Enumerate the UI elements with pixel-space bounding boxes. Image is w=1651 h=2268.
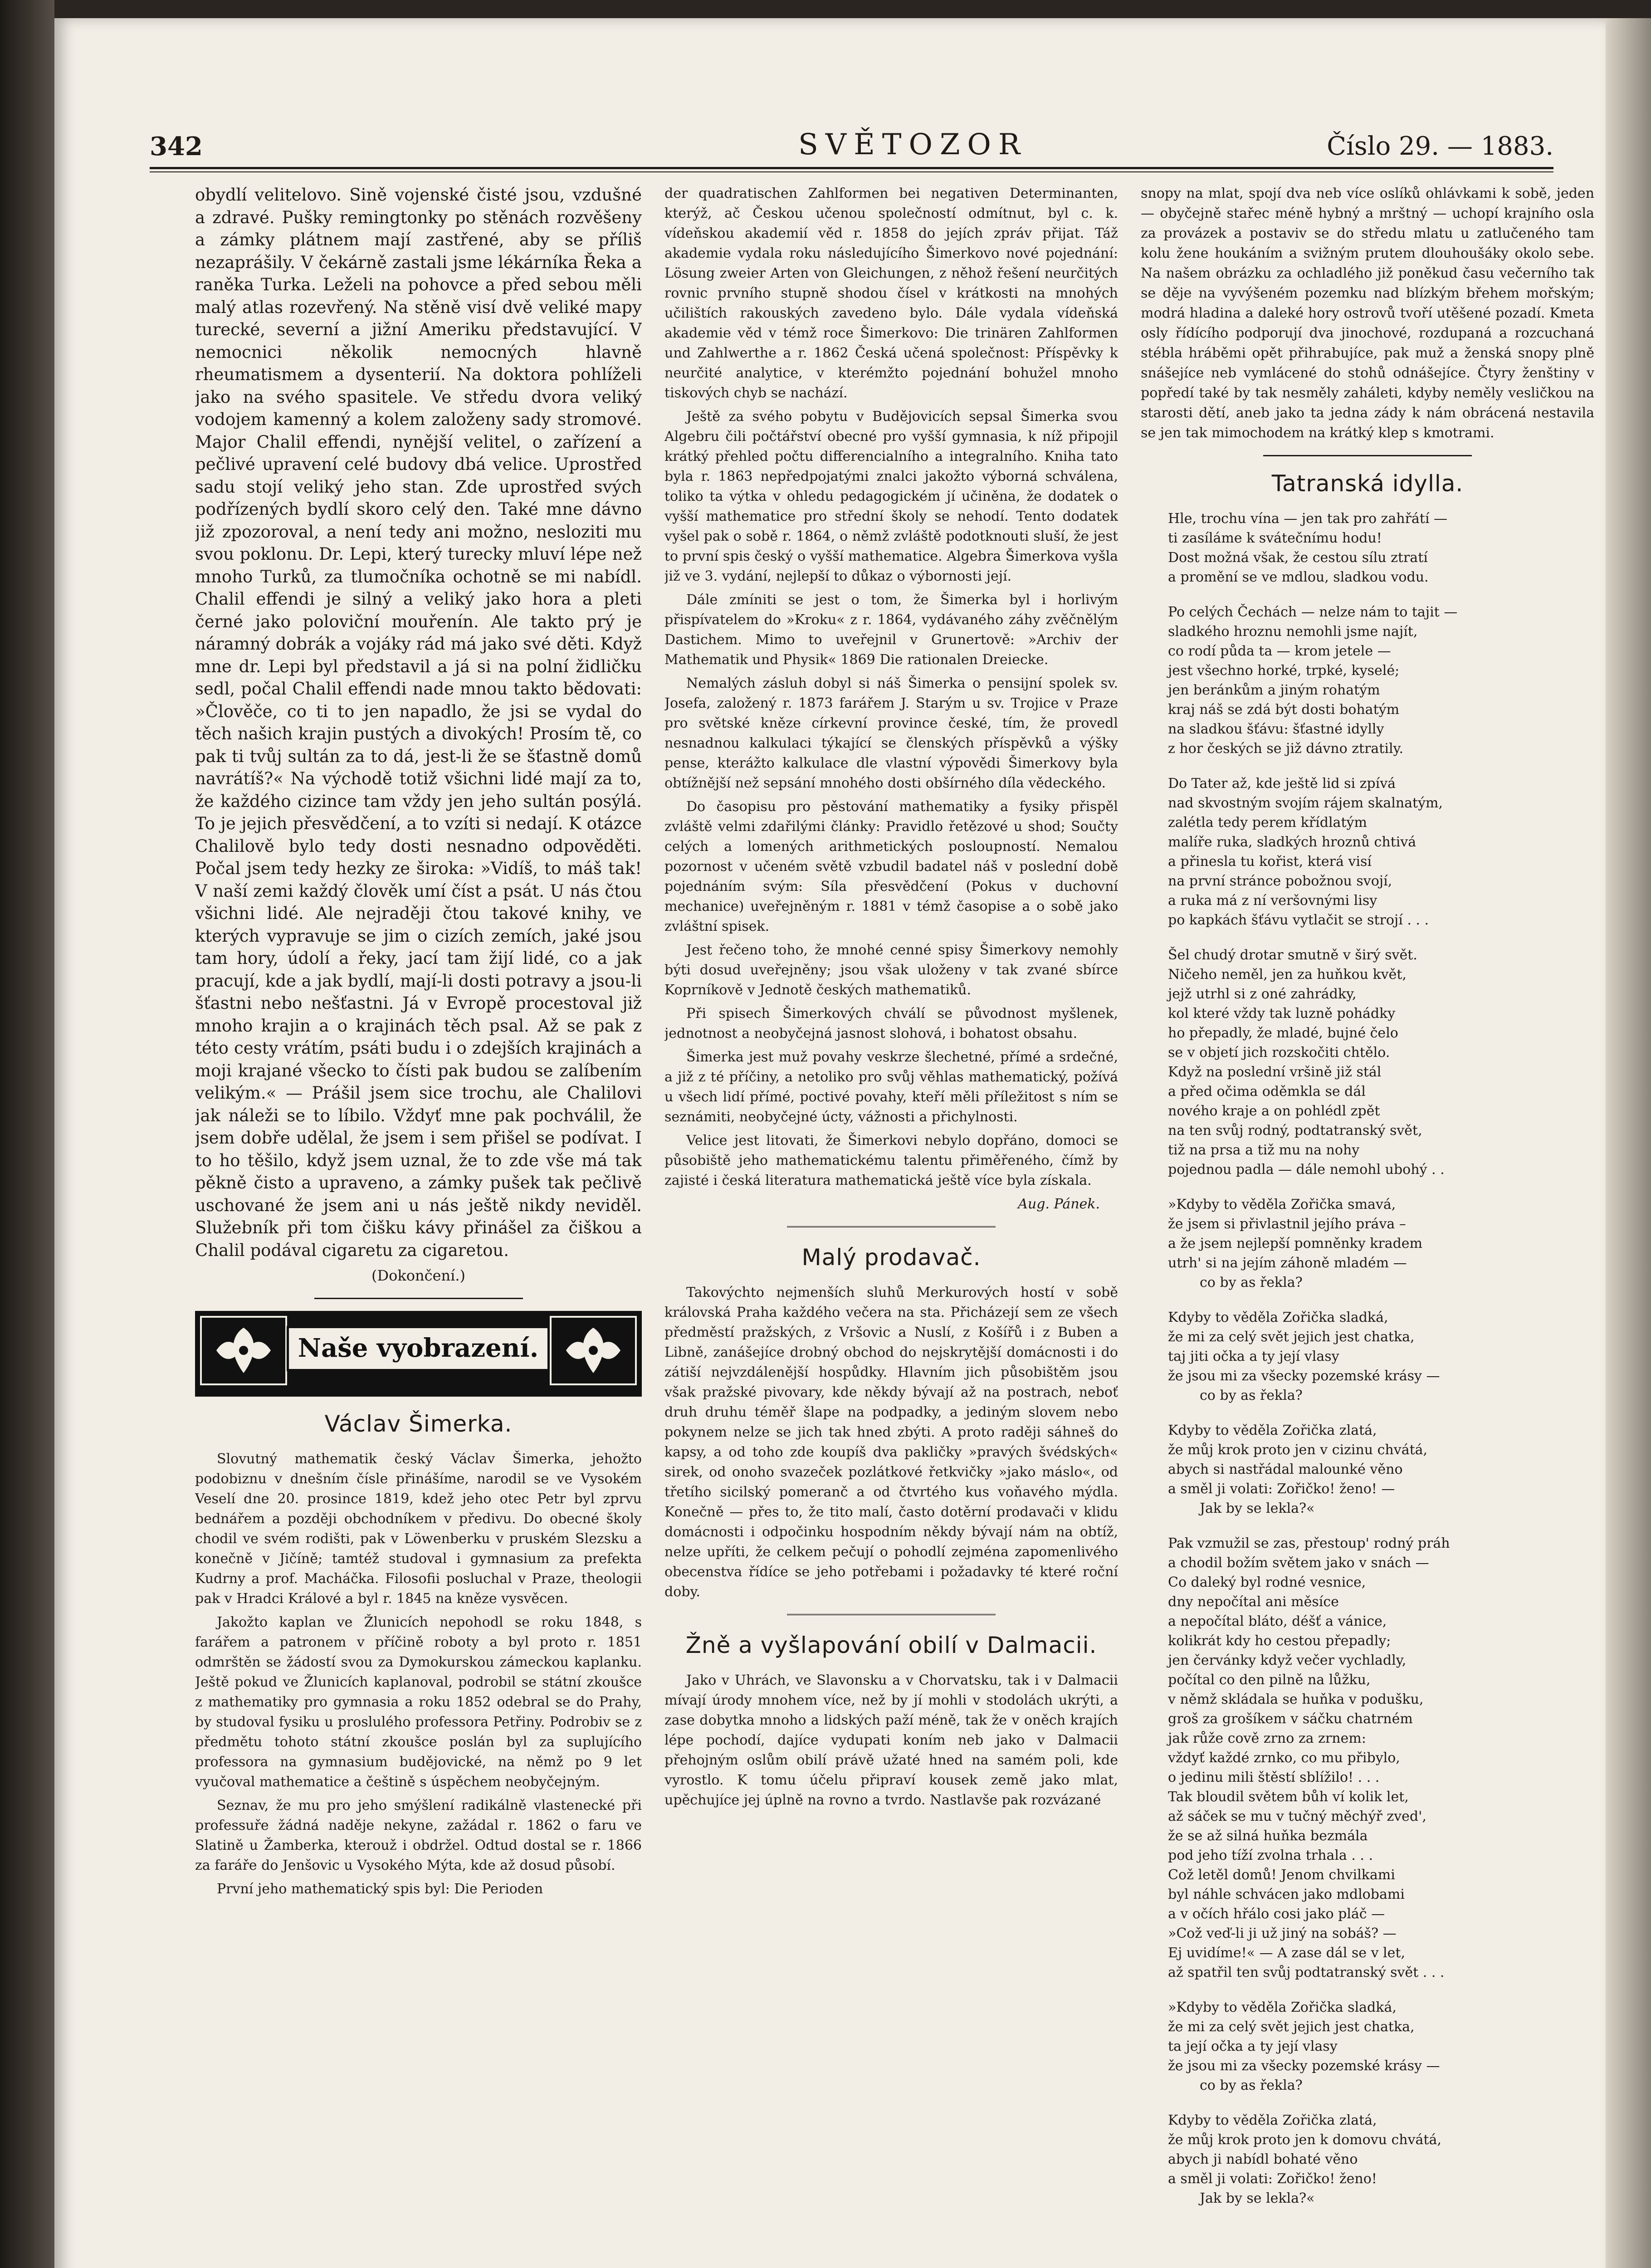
bio-paragraph: Jakožto kaplan ve Žlunicích nepohodl se roku 1848, s farářem a patronem v příčině roboty a byl proto r. 1851 odmrštěn se žádostí svou za Dymokurskou zámeckou kaplanku. Ještě pokud ve Žlunicích kaplanoval, podrobil se státní zkoušce z mathematiky pro gymnasia a roku 1852 odebral se do Prahy, by studoval fysiku u proslulého professora Petřiny. Podrobiv se z předmětu tohoto státní zkoušce poslán byl za suplujícího professora na gymnasium budějovické, na němž po 9 let vyučoval mathematice a češtině s úspěchem neobyčejným. <box>195 1614 642 1790</box>
poem-line: Kdyby to věděla Zořička zlatá, <box>1168 2112 1377 2128</box>
poem-title: Tatranská idylla. <box>1271 470 1464 497</box>
poem-line: že mi za celý svět jejich jest chatka, <box>1168 2019 1415 2035</box>
poem-line: že jsem si přivlastnil jejího práva – <box>1168 1216 1406 1232</box>
page-number: 342 <box>150 132 203 161</box>
poem-line: Jak by se lekla?« <box>1200 2190 1315 2206</box>
harvest-text-continued: snopy na mlat, spojí dva neb více oslíků ohlávkami k sobě, jeden — obyčejně stařec méně hybný a mrštný — uchopí krajního osla za provázek a postaviv se do středu mlatu u zatlučeného tam kolu žene houkáním a svižným prutem dlouhoušáky okolo sebe. Na našem obrázku za ochladlého již poněkud času večerního tak se děje na vyvýšeném pozemku nad blízkým břehem mořským; modrá hladina a daleké hory ostrovů tvoří utěšené pozadí. Kmeta osly řídícího podporují dva jinochové, rozdupaná a rozcuchaná stébla hráběmi opět přihrabujíce, pak muž a ženská snopy plně snášejíce neb vymlácené do stohů odnášejíce. Čtyry ženštiny v popředí také by tak nesměly zaháleti, kdyby neměly vesličkou na starosti dětí, aneb jako ta jedna zády k nám obrácená nestavila se jen tak mimochodem na krátký klep s kmotrami. <box>1141 186 1594 441</box>
poem-line: Tak bloudil světem bůh ví kolik let, <box>1168 1789 1409 1805</box>
poem-line: abych si nastřádal malounké věno <box>1168 1461 1403 1477</box>
poem-line: kraj náš se zdá být dosti bohatým <box>1168 702 1400 718</box>
poem-stanza <box>1168 1195 1594 1292</box>
column-2 <box>664 184 1118 2268</box>
poem-line: Když na poslední vršině již stál <box>1168 1064 1382 1080</box>
book-binding <box>0 0 54 2268</box>
bio-author: Aug. Pánek. <box>1018 1196 1100 1212</box>
poem-line: jejž utrhl si z oné zahrádky, <box>1168 986 1357 1002</box>
poem-line: kolikrát kdy ho cestou přepadly; <box>1168 1633 1391 1649</box>
poem-line: vždyť každé zrnko, co mu přibylo, <box>1168 1750 1400 1766</box>
poem-line: Šel chudý drotar smutně v širý svět. <box>1168 947 1417 963</box>
seller-title: Malý prodavač. <box>801 1244 981 1271</box>
poem-line: že jsou mi za všecky pozemské krásy — <box>1168 1368 1440 1384</box>
section-banner <box>195 1311 642 1397</box>
poem-line: a směl ji volati: Zořičko! ženo! — <box>1168 1481 1395 1497</box>
poem-stanza <box>1168 1534 1594 1982</box>
poem-stanza <box>1168 945 1594 1179</box>
poem-stanza <box>1168 1998 1594 2095</box>
header-rule <box>150 167 1553 169</box>
poem-line: co by as řekla? <box>1200 1388 1303 1403</box>
poem-stanza <box>1168 774 1594 930</box>
separator <box>787 1614 996 1618</box>
poem <box>1141 509 1594 2208</box>
banner-label: Naše vyobrazení. <box>287 1326 550 1371</box>
harvest-title: Žně a vyšlapování obilí v Dalmacii. <box>685 1632 1097 1658</box>
poem-line: »Kdyby to věděla Zořička sladká, <box>1168 1999 1397 2015</box>
poem-line: až sáček se mu v tučný měchýř zved', <box>1168 1809 1426 1824</box>
poem-line: Kdyby to věděla Zořička zlatá, <box>1168 1422 1377 1438</box>
poem-line: na sladkou šťávu: šťastné idylly <box>1168 721 1384 737</box>
poem-line: na první stránce pobožnou svojí, <box>1168 873 1392 889</box>
bio-paragraph: Nemalých zásluh dobyl si náš Šimerka o pensijní spolek sv. Josefa, založený r. 1873 farářem J. Starým u sv. Trojice v Praze pro světské kněze církevní province české, tím, že provedl nesnadnou kalkulaci týkající se členských příspěvků a výšky pense, kterážto kalkulace dle vlastní výpovědi Šimerkovy byla obtížnější než sepsání mnohého dosti obšírného díla vědeckého. <box>664 675 1118 791</box>
poem-line: na ten svůj rodný, podtatranský svět, <box>1168 1123 1422 1139</box>
issue-label: Číslo 29. — 1883. <box>1327 132 1553 161</box>
column-3 <box>1141 184 1594 2268</box>
poem-line: a směl ji volati: Zořičko! ženo! <box>1168 2171 1377 2187</box>
poem-line: dny nepočítal ani měsíce <box>1168 1594 1339 1610</box>
bio-paragraph: der quadratischen Zahlformen bei negativen Determinanten, kterýž, ač Českou učenou společností odmítnut, byl c. k. vídeňskou akademií věd r. 1858 do jejích zpráv přijat. Táž akademie vydala roku následujícího Šimerkovo nové pojednání: Lösung zweier Arten von Gleichungen, z něhož řešení neurčitých rovnic prvního stupně shodou čísel v krátkosti na mnohých učilištích rakouských zavedeno bylo. Dále vydala vídeňská akademie věd v témž roce Šimerkovo: Die trinären Zahlformen und Zahlwerthe a r. 1862 Česká učená společnost: Příspěvky k neurčité analytice, v kterémžto pojednání bohužel mnoho tiskových chyb se nachází. <box>664 186 1118 401</box>
poem-line: pod jeho tíží zvolna trhala . . . <box>1168 1848 1373 1863</box>
poem-stanza <box>1168 602 1594 758</box>
page-edge <box>1606 18 1651 2268</box>
poem-line: a nepočítal bláto, déšť a vánice, <box>1168 1613 1387 1629</box>
poem-line: kol které vždy tak luzně pohádky <box>1168 1006 1396 1022</box>
poem-line: zalétla tedy perem křídlatým <box>1168 815 1367 831</box>
poem-line: Jak by se lekla?« <box>1200 1501 1315 1516</box>
floral-ornament-icon <box>198 1314 289 1387</box>
poem-line: Pak vzmužil se zas, přestoup' rodný práh <box>1168 1535 1450 1551</box>
poem-line: že můj krok proto jen k domovu chvátá, <box>1168 2132 1441 2148</box>
poem-line: a přinesla tu kořist, která visí <box>1168 854 1372 870</box>
poem-line: co rodí půda ta — krom jetele — <box>1168 643 1391 659</box>
poem-line: a promění se ve mdlou, sladkou vodu. <box>1168 569 1429 585</box>
poem-line: Hle, trochu vína — jen tak pro zahřátí — <box>1168 511 1447 527</box>
magazine-title: SVĚTOZOR <box>798 128 1028 161</box>
poem-line: Dost možná však, že cestou sílu ztratí <box>1168 550 1428 566</box>
poem-line: nového kraje a on pohlédl zpět <box>1168 1103 1380 1119</box>
poem-line: že jsou mi za všecky pozemské krásy — <box>1168 2058 1440 2074</box>
poem-line: tiž na prsa a tiž mu na nohy <box>1168 1142 1360 1158</box>
poem-line: a před očima oděmkla se dál <box>1168 1084 1366 1100</box>
poem-line: se v objetí jich rozskočiti chtělo. <box>1168 1045 1390 1061</box>
poem-line: jak růže cově zrno za zrnem: <box>1168 1730 1366 1746</box>
poem-stanza <box>1168 1308 1594 1405</box>
poem-line: co by as řekla? <box>1200 1275 1303 1290</box>
poem-line: o jedinu mili štěstí sblížilo! . . . <box>1168 1769 1380 1785</box>
poem-line: a ruka má z ní veršovnými lisy <box>1168 893 1377 909</box>
separator <box>314 1298 523 1299</box>
poem-line: abych ji nabídl bohaté věno <box>1168 2151 1358 2167</box>
bio-paragraph: Při spisech Šimerkových chválí se původnost myšlenek, jednotnost a neobyčejná jasnost slohová, i bohatost obsahu. <box>664 1006 1118 1041</box>
bio-paragraph: Dále zmíniti se jest o tom, že Šimerka byl i horlivým přispívatelem do »Kroku« z r. 1864, vydávaného záhy zvěčnělým Dastichem. Mimo to uveřejnil v Grunertově: »Archiv der Mathematik und Physik« 1869 Die rationalen Dreiecke. <box>664 592 1118 668</box>
bio-paragraph: Jest řečeno toho, že mnohé cenné spisy Šimerkovy nemohly býti dosud uveřejněny; jsou však uloženy v tak zvané sbírce Koprníkově v Jednotě českých mathematiků. <box>664 942 1118 998</box>
bio-paragraph: Seznav, že mu pro jeho smýšlení radikálně vlastenecké při professuře žádná naděje nekyne, zažádal r. 1862 o faru ve Slatině u Žamberka, kterouž i obdržel. Odtud dostal se r. 1866 za faráře do Jenšovic u Vysokého Mýta, kde až dosud působí. <box>195 1798 642 1873</box>
bio-paragraph: První jeho mathematický spis byl: Die Perioden <box>217 1881 543 1897</box>
poem-line: Ničeho neměl, jen za huňkou květ, <box>1168 967 1407 982</box>
poem-line: Což letěl domů! Jenom chvilkami <box>1168 1867 1395 1883</box>
continued-note: (Dokončení.) <box>371 1267 466 1284</box>
bio-paragraph: Slovutný mathematik český Václav Šimerka, jehožto podobiznu v dnešním čísle přinášíme, narodil se ve Vysokém Veselí dne 20. prosince 1819, kdež jeho otec Petr byl zprvu bednářem a později obchodníkem v předivu. Do obecné školy chodil ve svém rodišti, pak v Löwenberku v pruském Slezsku a konečně v Jičíně; tamtéž studoval i gymnasium za prefekta Kudrny a prof. Macháčka. Filosofii posluchal v Praze, theologii pak v Hradci Králové a byl r. 1845 na kněze vysvěcen. <box>195 1451 642 1607</box>
poem-line: sladkého hroznu nemohli jsme najít, <box>1168 624 1418 640</box>
poem-line: Kdyby to věděla Zořička sladká, <box>1168 1310 1388 1325</box>
poem-line: pojednou padla — dále nemohl ubohý . . <box>1168 1162 1445 1178</box>
poem-stanza <box>1168 1421 1594 1518</box>
header-rule-thin <box>150 171 1553 172</box>
poem-line: Ej uvidíme!« — A zase dál se v let, <box>1168 1945 1405 1961</box>
separator <box>787 1226 996 1230</box>
poem-line: »Což veď-li ji už jiný na sobáš? — <box>1168 1926 1397 1941</box>
poem-line: jest všechno horké, trpké, kyselé; <box>1168 663 1400 679</box>
poem-line: jen beránkům a jiným rohatým <box>1168 682 1380 698</box>
poem-line: »Kdyby to věděla Zořička smavá, <box>1168 1197 1396 1212</box>
bio-title: Václav Šimerka. <box>324 1411 513 1437</box>
poem-line: byl náhle schvácen jako mdlobami <box>1168 1887 1405 1902</box>
bio-paragraph: Šimerka jest muž povahy veskrze šlechetné, přímé a srdečné, a již z té příčiny, a netoliko pro svůj věhlas mathematický, požívá u všech lidí přímé, poctivé povahy, kteří měli příležitost s ním se seznámiti, neobyčejné úcty, vážnosti a přichylnosti. <box>664 1049 1118 1125</box>
separator <box>1263 455 1472 456</box>
poem-line: Do Tater až, kde ještě lid si zpívá <box>1168 776 1396 792</box>
poem-line: a v očích hřálo cosi jako pláč — <box>1168 1906 1385 1922</box>
harvest-text: Jako v Uhrách, ve Slavonsku a v Chorvatsku, tak i v Dalmacii mívají úrody mnohem více, než by jí mohli v stodolách ukrýti, a zase dobytka mnoho a lidských paží méně, tak že v oněch krajích lépe pochodí, dajíce vydupati koním neb jako v Dalmacii přehojným oslům obilí právě užaté hned na samém poli, kde vyrostlo. K tomu účelu připraví kousek země jako mlat, upěchujíce jej úplně na rovno a tvrdo. Nastlavše pak rozvázané <box>664 1672 1118 1808</box>
poem-line: a chodil božím světem jako v snách — <box>1168 1555 1429 1571</box>
bio-paragraph: Do časopisu pro pěstování mathematiky a fysiky přispěl zvláště velmi zdařilými články: Pravidlo řetězové u shod; Součty celých a lomených arithmetických posloupností. Nemalou pozornost v učeném světě vzbudil badatel náš v poslední době pojednáním svým: Síla přesvědčení (Pokus v duchovní mechanice) uveřejněným r. 1881 v témž časopise a o sobě jako zvláštní spisek. <box>664 799 1118 934</box>
poem-line: utrh' si na jejím záhoně mladém — <box>1168 1255 1407 1271</box>
poem-line: ta její očka a ty její vlasy <box>1168 2038 1338 2054</box>
poem-line: v němž skládala se huňka v podušku, <box>1168 1691 1424 1707</box>
poem-line: Po celých Čechách — nelze nám to tajit — <box>1168 604 1458 620</box>
column-1 <box>195 184 642 2268</box>
poem-line: co by as řekla? <box>1200 2077 1303 2093</box>
poem-line: až spatřil ten svůj podtatranský svět . . . <box>1168 1965 1445 1980</box>
floral-ornament-icon <box>548 1314 639 1387</box>
poem-stanza <box>1168 509 1594 587</box>
page-header <box>150 122 1553 163</box>
poem-stanza <box>1168 2111 1594 2208</box>
poem-line: po kapkách šťávu vytlačit se strojí . . . <box>1168 912 1429 928</box>
poem-line: Co daleký byl rodné vesnice, <box>1168 1574 1366 1590</box>
poem-line: groš za grošíkem v sáčku chatrném <box>1168 1711 1413 1727</box>
poem-line: že mi za celý svět jejich jest chatka, <box>1168 1329 1415 1345</box>
poem-line: počítal co den pilně na lůžku, <box>1168 1672 1371 1688</box>
poem-line: z hor českých se již dávno ztratily. <box>1168 741 1404 757</box>
poem-line: a že jsem nejlepší pomněnky kradem <box>1168 1236 1422 1251</box>
story-text: obydlí velitelovo. Sině vojenské čisté jsou, vzdušné a zdravé. Pušky remingtonky po stěnách rozvěšeny a zámky plátnem mají zastřené, aby se příliš nezaprášily. V čekárně zastali jsme lékárníka Řeka a raněka Turka. Leželi na pohovce a před sebou měli malý atlas rozevřený. Na stěně visí dvě veliké mapy turecké, severní a jižní Ameriku představující. V nemocnici několik nemocných hlavně rheumatismem a dysenterií. Na doktora pohlíželi jako na svého spasitele. Ve středu dvora veliký vodojem kamenný a kolem založeny sady stromové. Major Chalil effendi, nynější velitel, o zařízení a pečlivé upravení celé budovy dbá velice. Uprostřed sadu stojí veliký jeho stan. Zde uprostřed svých podřízených bydlí skoro celý den. Také mne dávno již zpozoroval, a není tedy ani možno, nesloziti mu svou poklonu. Dr. Lepi, který turecky mluví lépe než mnoho Turků, za tlumočníka ochotně se mi nabídl. Chalil effendi je silný a veliký jako hora a pleti černé jako poloviční mouřenín. Ale takto prý je náramný dobrák a vojáky rád má jako své děti. Když mne dr. Lepi byl představil a já si na polní židličku sedl, počal Chalil effendi nade mnou takto bědovati: »Člověče, co ti to jen napadlo, že jsi se vydal do těch našich krajin pustých a divokých! Prosím tě, co pak ti tvůj sultán za to dá, jest-li že se šťastně domů navrátíš?« Na východě totiž všichni lidé mají za to, že každého cizince tam vždy jen jeho sultán posýlá. To je jejich přesvědčení, a to vzíti si nedají. K otázce Chalilově bylo tedy dosti nesnadno odpověděti. Počal jsem tedy hezky ze široka: »Vidíš, to máš tak! V naší zemi každý člověk umí číst a psát. U nás čtou všichni lidé. Ale nejraději čtou takové knihy, ve kterých vypravuje se jim o cizích zemích, jaké jsou tam hory, údolí a řeky, jací tam žijí lidé, co a jak pracují, kde a jak bydlí, mají-li dosti potravy a jsou-li šťastni nebo nešťastni. Já v Evropě procestoval již mnoho krajin a o krajinách těch psal. Až se pak z této cesty vrátím, psáti budu i o zdejších krajinách a moji krajané všecko to čísti pak budou se zalíbením velikým.« — Prášil jsem sice trochu, ale Chalilovi jak náleži se to líbilo. Vždyť mne pak pochválil, že jsem dobře udělal, že jsem i sem přišel se podívat. I to ho těšilo, když jsem uznal, že to zde vše má tak pěkně čisto a upraveno, a zámky pušek tak pečlivě uschované že jsem ani u nás ještě nikdy neviděl. Služebník při tom čišku kávy přinášel za čiškou a Chalil podával cigaretu za cigaretou. <box>195 185 642 1260</box>
poem-line: jen červánky když večer vychladly, <box>1168 1652 1407 1668</box>
poem-line: nad skvostným svojím rájem skalnatým, <box>1168 795 1443 811</box>
poem-line: taj jiti očka a ty její vlasy <box>1168 1349 1339 1364</box>
seller-text: Takovýchto nejmenších sluhů Merkurových hostí v sobě královská Praha každého večera na sta. Přicházejí sem ze všech předměstí pražských, z Vršovic a Nuslí, z Košířů i z Buben a Libně, zanášejíce drobný obchod do nejskrytější domácnosti i do zátiší nejvzdálenější hospůdky. Hlavním jich působištěm jsou však pražské pivovary, kde někdy bývají až na postrach, neboť druh druhu téměř šlape na podpadky, a jediným slovem nebo pokynem nelze se jich tak hned zbýti. A proto raději sáhneš do kapsy, a od toho zde koupíš dva pakličky »pravých švédských« sirek, od onoho svazeček pozlátkové řetkvičky »jako máslo«, od třetího sicilský pomeranč a od čtvrtého kus voňavého mýdla. Konečně — přes to, že tito malí, často dotěrní prodavači v klidu domácnosti i odpočinku hospodním někdy bývají nám na obtíž, nelze upříti, že celkem pečují o pohodlí zejména zapomenlivého obecenstva řídíce se jeho potřebami i požadavky té které roční doby. <box>664 1285 1118 1600</box>
poem-line: že se až silná huňka bezmála <box>1168 1828 1368 1844</box>
bio-paragraph: Ještě za svého pobytu v Budějovicích sepsal Šimerka svou Algebru čili počtářství obecné pro vyšší gymnasia, k níž připojil krátký přehled počtu differencialního a integralního. Kniha tato byla r. 1863 nepředpojatými znalci jakožto výborná schválena, toliko ta výtka v ohledu pedagogickém jí učiněna, že dodatek o vyšší mathematice pro střední školy se nehodí. Tento dodatek vyšel pak o sobě r. 1864, o němž zvláště podotknouti sluší, že jest to první spis český o vyšší mathematice. Algebra Šimerkova vyšla již ve 3. vydání, nejlepší to důkaz o výbornosti její. <box>664 409 1118 584</box>
bio-paragraph: Velice jest litovati, že Šimerkovi nebylo dopřáno, domoci se působiště jeho mathematickému talentu přiměřeného, čímž by zajisté i česká literatura mathematická ještě více byla získala. <box>664 1133 1118 1188</box>
poem-line: ho přepadly, že mladé, bujné čelo <box>1168 1025 1398 1041</box>
poem-line: že můj krok proto jen v cizinu chvátá, <box>1168 1442 1428 1458</box>
poem-line: ti zasíláme k svátečnímu hodu! <box>1168 530 1382 546</box>
poem-line: malíře ruka, sladkých hroznů chtivá <box>1168 834 1417 850</box>
